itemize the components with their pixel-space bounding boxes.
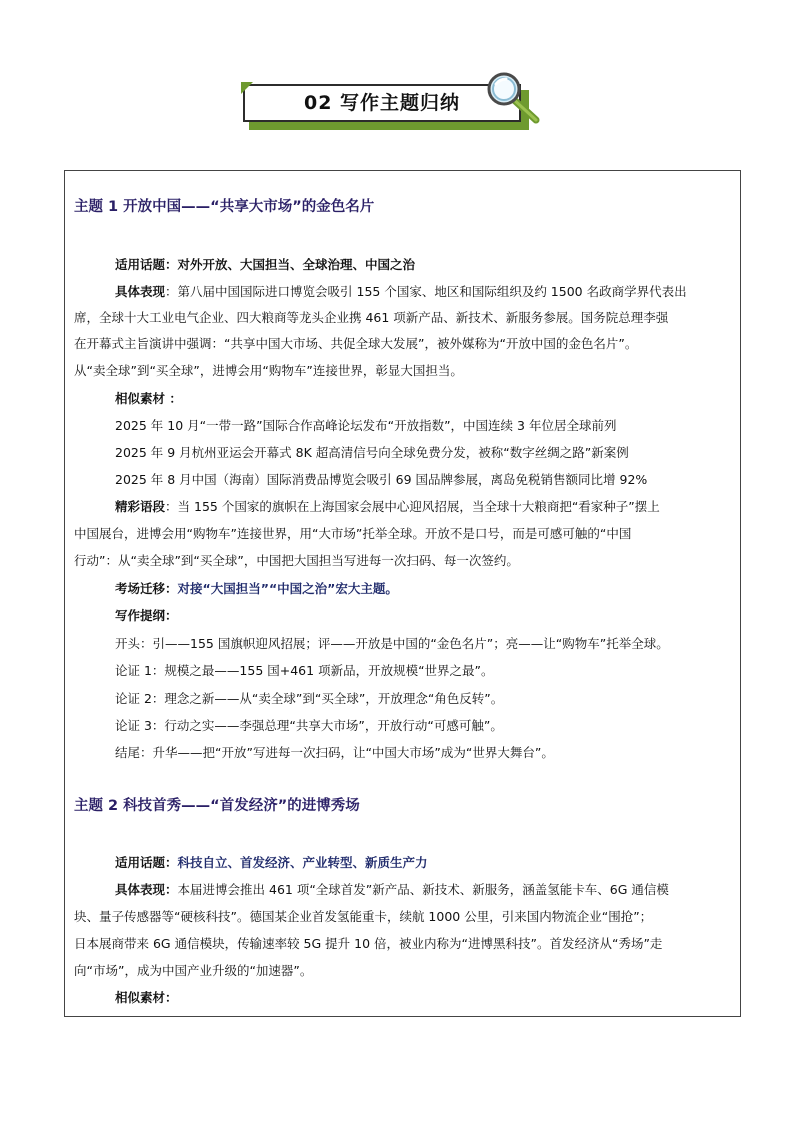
outline-item: 论证 3：行动之实——李强总理“共享大市场”，开放行动“可感可触”。 (115, 718, 503, 733)
performance-text: 块、量子传感器等“硬核科技”。德国某企业首发氢能重卡，续航 1000 公里，引来国内物流企业“围抢”； (74, 909, 653, 924)
applicable-topics-label: 适用话题： (115, 855, 178, 870)
outline-item: 论证 1：规模之最——155 国+461 项新品，开放规模“世界之最”。 (115, 663, 494, 678)
outline-item: 开头：引——155 国旗帜迎风招展；评——开放是中国的“金色名片”；亮——让“购物车”托举全球。 (115, 636, 669, 651)
performance-text: 从“卖全球”到“买全球”，进博会用“购物车”连接世界，彰显大国担当。 (74, 363, 463, 378)
topic-1-heading: 主题 1 开放中国——“共享大市场”的金色名片 (74, 199, 375, 215)
topic-1-performance-line (115, 283, 687, 301)
exam-transfer-value: 对接“大国担当”“中国之治”宏大主题。 (177, 581, 398, 596)
similar-material-item: 2025 年 8 月中国（海南）国际消费品博览会吸引 69 国品牌参展，离岛免税销售额同比增 92% (115, 472, 648, 487)
topic-1-applicable-topics (115, 256, 415, 274)
quote-text: 行动”：从“卖全球”到“买全球”，中国把大国担当写进每一次扫码、每一次签约。 (74, 553, 519, 568)
topic-1-quote-line (115, 498, 660, 516)
exam-transfer-label: 考场迁移： (115, 581, 178, 596)
outline-item: 结尾：升华——把“开放”写进每一次扫码，让“中国大市场”成为“世界大舞台”。 (115, 745, 554, 760)
performance-label: 具体表现： (115, 882, 178, 897)
topic-2-applicable-topics (115, 854, 428, 872)
similar-materials-label: 相似素材 ： (115, 391, 182, 406)
section-banner (243, 84, 543, 132)
similar-materials-label: 相似素材： (115, 990, 178, 1005)
applicable-topics-value: 科技自立、首发经济、产业转型、新质生产力 (177, 855, 428, 870)
topic-2-performance-line (115, 881, 669, 899)
writing-outline-label: 写作提纲： (115, 608, 178, 623)
performance-text: 在开幕式主旨演讲中强调：“共享中国大市场、共促全球大发展”，被外媒称为“开放中国的金色名片”。 (74, 336, 638, 351)
quote-text: 中国展台，进博会用“购物车”连接世界，用“大市场”托举全球。开放不是口号，而是可感可触的“中国 (74, 526, 632, 541)
topic-2-heading: 主题 2 科技首秀——“首发经济”的进博秀场 (74, 798, 360, 814)
quote-text: ：当 155 个国家的旗帜在上海国家会展中心迎风招展，当全球十大粮商把“看家种子”摆上 (165, 499, 660, 514)
performance-label: 具体表现 (115, 284, 166, 299)
section-title: 02 写作主题归纳 (303, 92, 461, 114)
performance-text: ：第八届中国国际进口博览会吸引 155 个国家、地区和国际组织及约 1500 名政商学界代表出 (165, 284, 687, 299)
topic-1-exam-transfer (115, 580, 398, 598)
performance-text: 席，全球十大工业电气企业、四大粮商等龙头企业携 461 项新产品、新技术、新服务参展。国务院总理李强 (74, 310, 669, 325)
magnifier-icon (482, 70, 542, 126)
similar-material-item: 2025 年 10 月“一带一路”国际合作高峰论坛发布“开放指数”，中国连续 3 年位居全球前列 (115, 418, 617, 433)
applicable-topics-label: 适用话题： (115, 257, 178, 272)
similar-material-item: 2025 年 9 月杭州亚运会开幕式 8K 超高清信号向全球免费分发，被称“数字丝绸之路”新案例 (115, 445, 629, 460)
quote-label: 精彩语段 (115, 499, 166, 514)
outline-item: 论证 2：理念之新——从“卖全球”到“买全球”，开放理念“角色反转”。 (115, 691, 504, 706)
performance-text: 日本展商带来 6G 通信模块，传输速率较 5G 提升 10 倍，被业内称为“进博黑科技”。首发经济从“秀场”走 (74, 936, 663, 951)
performance-text: 本届进博会推出 461 项“全球首发”新产品、新技术、新服务，涵盖氢能卡车、6G 通信模 (177, 882, 669, 897)
performance-text: 向“市场”，成为中国产业升级的“加速器”。 (74, 963, 313, 978)
applicable-topics-value: 对外开放、大国担当、全球治理、中国之治 (177, 257, 416, 272)
